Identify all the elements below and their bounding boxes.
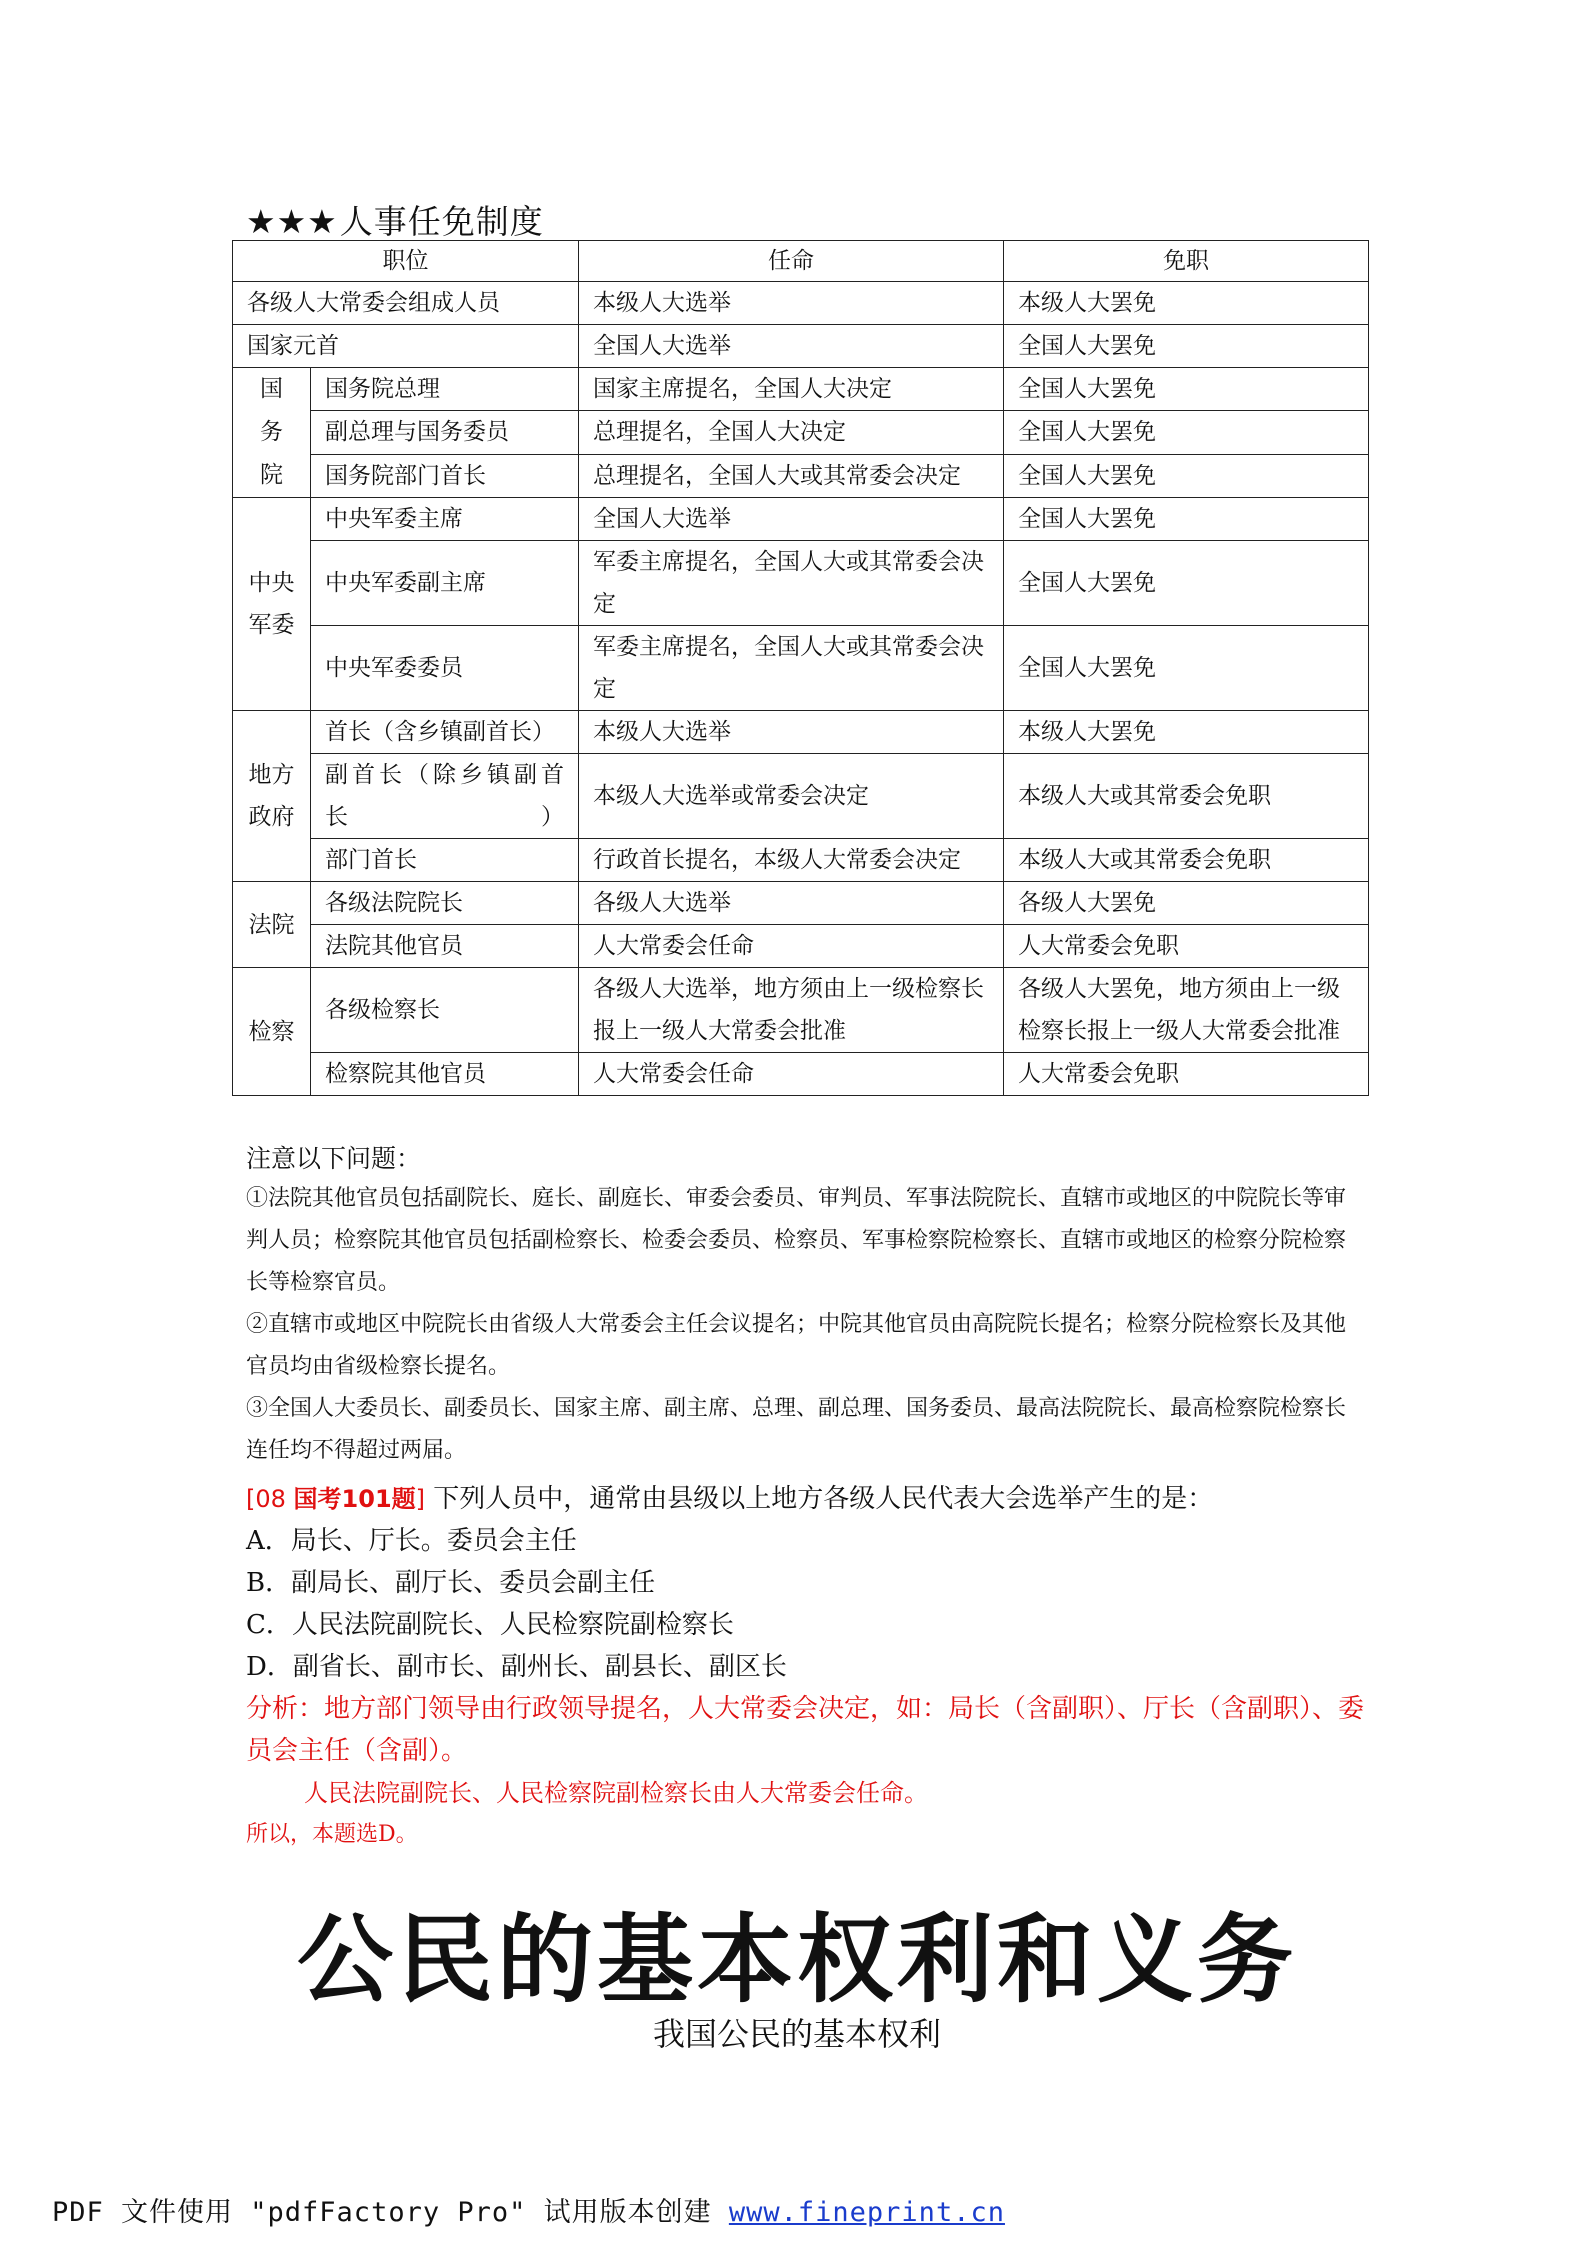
cell-appoint: 本级人大选举	[579, 282, 1004, 325]
cell-position: 各级法院院长	[311, 882, 579, 925]
notes-section	[246, 1140, 1360, 1472]
group-char: 院	[260, 462, 283, 488]
question-stem-line	[246, 1478, 1366, 1520]
cell-position: 副总理与国务委员	[311, 411, 579, 454]
option-c: C．人民法院副院长、人民检察院副检察长	[246, 1610, 734, 1640]
cell-appoint: 人大常委会任命	[579, 1053, 1004, 1096]
table-row	[233, 368, 1369, 411]
cell-position: 国务院部门首长	[311, 454, 579, 497]
question-tag-close: ]	[415, 1485, 426, 1513]
cell-appoint: 总理提名，全国人大决定	[579, 411, 1004, 454]
option-a: A．局长、厅长。委员会主任	[246, 1526, 577, 1556]
table-row	[233, 282, 1369, 325]
cell-position: 首长（含乡镇副首长）	[311, 711, 579, 754]
analysis-text-2: 人民法院副院长、人民检察院副检察长由人大常委会任命。	[304, 1779, 928, 1807]
table-row	[233, 498, 1369, 541]
cell-position: 国务院总理	[311, 368, 579, 411]
note-item-1: ①法院其他官员包括副院长、庭长、副庭长、审委会委员、审判员、军事法院院长、直辖市或地区的中院院长等审判人员；检察院其他官员包括副检察长、检委会委员、检察员、军事检察院检察长、直辖市或地区的检察分院检察长等检察官员。	[246, 1186, 1347, 1295]
cell-position: 法院其他官员	[311, 925, 579, 968]
cell-dismiss: 本级人大罢免	[1004, 711, 1369, 754]
cell-dismiss: 人大常委会免职	[1004, 1053, 1369, 1096]
table-row	[233, 925, 1369, 968]
table-row	[233, 839, 1369, 882]
table-row	[233, 1053, 1369, 1096]
table-row	[233, 968, 1369, 1053]
group-military-commission: 中央军委	[233, 498, 311, 711]
cell-position: 各级检察长	[311, 968, 579, 1053]
cell-dismiss: 全国人大罢免	[1004, 498, 1369, 541]
star-rating-icon: ★★★	[246, 202, 338, 241]
question-stem: 下列人员中，通常由县级以上地方各级人民代表大会选举产生的是：	[433, 1484, 1214, 1514]
cell-dismiss: 本级人大或其常委会免职	[1004, 839, 1369, 882]
group-court: 法院	[233, 882, 311, 968]
table-row	[233, 541, 1369, 626]
chapter-subtitle: 我国公民的基本权利	[652, 2015, 941, 2053]
section-title-text: 人事任免制度	[339, 202, 544, 241]
cell-appoint: 各级人大选举，地方须由上一级检察长报上一级人大常委会批准	[579, 968, 1004, 1053]
pdf-footer	[52, 2190, 1005, 2229]
cell-position: 国家元首	[233, 325, 579, 368]
table-row	[233, 754, 1369, 839]
chapter-title: 公民的基本权利和义务	[297, 1904, 1297, 2016]
appointment-table	[232, 240, 1369, 1096]
cell-dismiss: 全国人大罢免	[1004, 368, 1369, 411]
cell-appoint: 军委主席提名，全国人大或其常委会决定	[579, 541, 1004, 626]
cell-appoint: 各级人大选举	[579, 882, 1004, 925]
cell-appoint: 全国人大选举	[579, 325, 1004, 368]
cell-dismiss: 本级人大罢免	[1004, 282, 1369, 325]
cell-appoint: 本级人大选举或常委会决定	[579, 754, 1004, 839]
header-position: 职位	[233, 241, 579, 282]
table-row	[233, 711, 1369, 754]
option-d: D．副省长、副市长、副州长、副县长、副区长	[246, 1652, 787, 1682]
group-char: 务	[260, 419, 283, 445]
question-tag-year: [08	[246, 1485, 286, 1513]
cell-position: 中央军委副主席	[311, 541, 579, 626]
cell-dismiss: 全国人大罢免	[1004, 454, 1369, 497]
footer-text: PDF 文件使用 "pdfFactory Pro" 试用版本创建	[52, 2197, 729, 2228]
table-header-row	[233, 241, 1369, 282]
group-local-government: 地方政府	[233, 711, 311, 882]
cell-position: 中央军委主席	[311, 498, 579, 541]
footer-link[interactable]: www.fineprint.cn	[728, 2197, 1005, 2228]
cell-appoint: 人大常委会任命	[579, 925, 1004, 968]
table-row	[233, 626, 1369, 711]
group-state-council	[233, 368, 311, 498]
cell-dismiss: 全国人大罢免	[1004, 541, 1369, 626]
cell-dismiss: 全国人大罢免	[1004, 411, 1369, 454]
cell-position: 部门首长	[311, 839, 579, 882]
cell-dismiss: 全国人大罢免	[1004, 626, 1369, 711]
question-tag-label: 国考101题	[293, 1485, 416, 1513]
cell-position: 各级人大常委会组成人员	[233, 282, 579, 325]
header-dismiss: 免职	[1004, 241, 1369, 282]
option-b: B．副局长、副厅长、委员会副主任	[246, 1568, 656, 1598]
cell-dismiss: 全国人大罢免	[1004, 325, 1369, 368]
table-row	[233, 411, 1369, 454]
note-item-2: ②直辖市或地区中院院长由省级人大常委会主任会议提名；中院其他官员由高院院长提名；检察分院检察长及其他官员均由省级检察长提名。	[246, 1312, 1347, 1379]
cell-position: 中央军委委员	[311, 626, 579, 711]
cell-position: 副首长（除乡镇副首长）	[311, 754, 579, 839]
cell-dismiss: 各级人大罢免	[1004, 882, 1369, 925]
section-title	[246, 196, 544, 243]
cell-appoint: 总理提名，全国人大或其常委会决定	[579, 454, 1004, 497]
analysis-text: 分析：地方部门领导由行政领导提名，人大常委会决定，如：局长（含副职）、厅长（含副职）、委员会主任（含副）。	[246, 1694, 1365, 1766]
cell-appoint: 行政首长提名，本级人大常委会决定	[579, 839, 1004, 882]
cell-dismiss: 人大常委会免职	[1004, 925, 1369, 968]
header-appoint: 任命	[579, 241, 1004, 282]
note-item-3: ③全国人大委员长、副委员长、国家主席、副主席、总理、副总理、国务委员、最高法院院长、最高检察院检察长连任均不得超过两届。	[246, 1396, 1347, 1463]
exam-question	[246, 1478, 1366, 1856]
question-tag	[246, 1485, 425, 1513]
cell-position: 检察院其他官员	[311, 1053, 579, 1096]
cell-appoint: 全国人大选举	[579, 498, 1004, 541]
table-row	[233, 882, 1369, 925]
cell-appoint: 国家主席提名，全国人大决定	[579, 368, 1004, 411]
group-char: 国	[260, 376, 283, 402]
table-row	[233, 454, 1369, 497]
cell-appoint: 军委主席提名，全国人大或其常委会决定	[579, 626, 1004, 711]
table-row	[233, 325, 1369, 368]
answer-text: 所以，本题选D。	[246, 1822, 418, 1847]
cell-dismiss: 各级人大罢免，地方须由上一级检察长报上一级人大常委会批准	[1004, 968, 1369, 1053]
cell-appoint: 本级人大选举	[579, 711, 1004, 754]
group-procuratorate: 检察	[233, 968, 311, 1096]
notes-heading: 注意以下问题：	[246, 1144, 422, 1173]
cell-dismiss: 本级人大或其常委会免职	[1004, 754, 1369, 839]
